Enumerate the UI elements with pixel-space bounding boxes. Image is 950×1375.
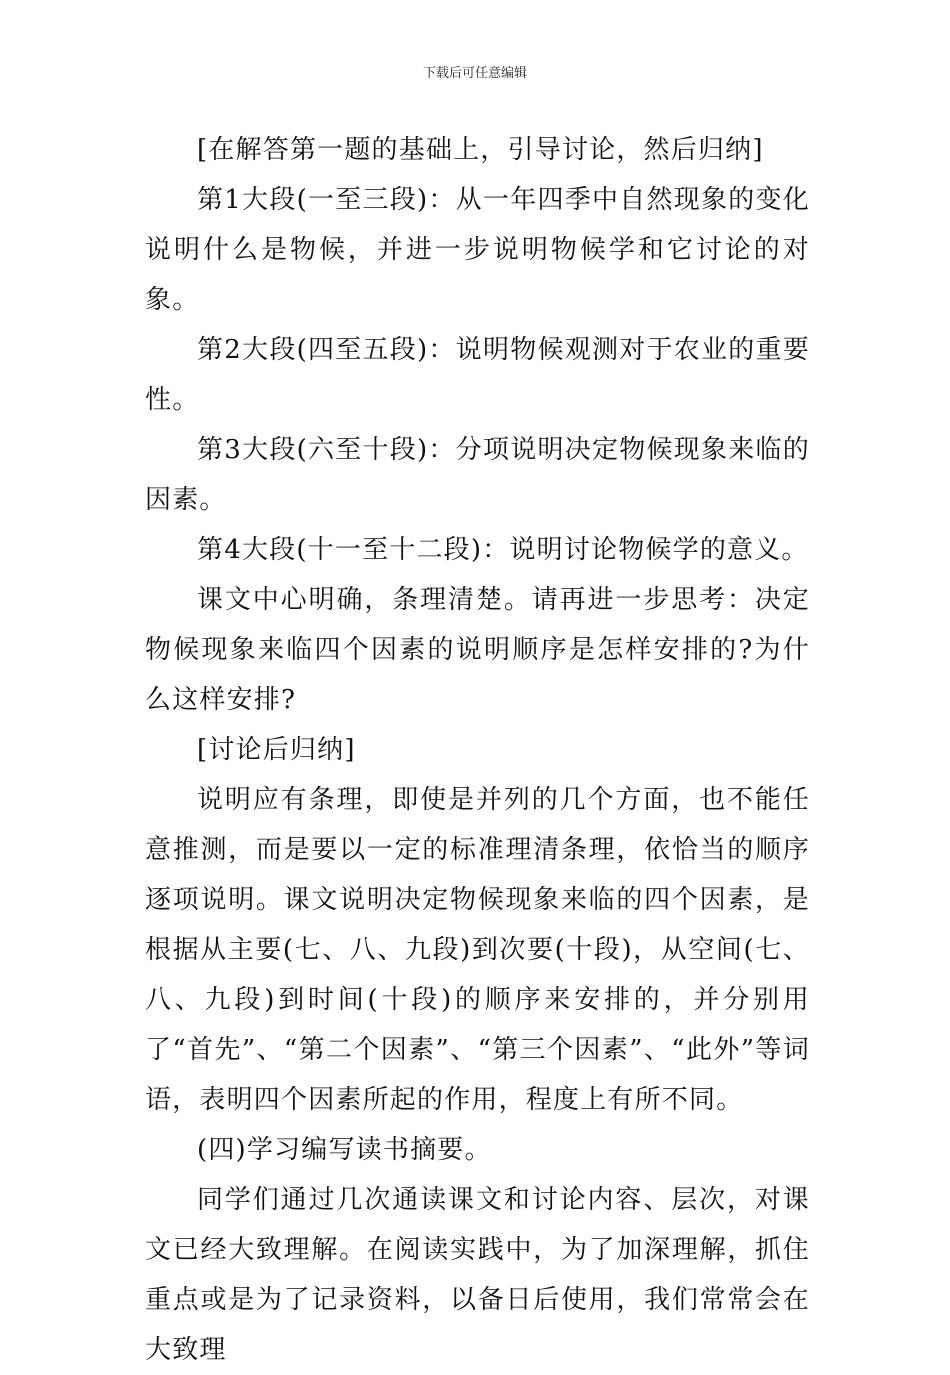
- paragraph-section-2: 第2大段(四至五段)：说明物候观测对于农业的重要性。: [145, 335, 810, 415]
- paragraph-summary: 说明应有条理，即使是并列的几个方面，也不能任意推测，而是要以一定的标准理清条理，依恰当的顺序逐项说明。课文说明决定物候现象来临的四个因素，是根据从主要(七、八、九段)到次要(十段)，从空间(七、八、九段)到时间(十段)的顺序来安排的，并分别用了“首先”、“第二个因素”、“第三个因素”、“此外”等词语，表明四个因素所起的作用，程度上有所不同。: [145, 785, 810, 1115]
- paragraph-question: 课文中心明确，条理清楚。请再进一步思考：决定物候现象来临四个因素的说明顺序是怎样安排的?为什么这样安排?: [145, 585, 810, 715]
- paragraph-section-3: 第3大段(六至十段)：分项说明决定物候现象来临的因素。: [145, 435, 810, 515]
- paragraph-discussion-note: [讨论后归纳]: [197, 735, 356, 765]
- document-body: [145, 125, 810, 1375]
- paragraph-reading-summary: 同学们通过几次通读课文和讨论内容、层次，对课文已经大致理解。在阅读实践中，为了加深理解，抓住重点或是为了记录资料，以备日后使用，我们常常会在大致理: [145, 1185, 810, 1365]
- page-header-note: 下载后可任意编辑: [422, 66, 527, 81]
- paragraph-section-4: 第4大段(十一至十二段)：说明讨论物候学的意义。: [197, 535, 809, 565]
- paragraph-subheading: (四)学习编写读书摘要。: [197, 1135, 492, 1165]
- paragraph-section-1: 第1大段(一至三段)：从一年四季中自然现象的变化说明什么是物候，并进一步说明物候学和它讨论的对象。: [145, 185, 810, 315]
- paragraph-instruction: [在解答第一题的基础上，引导讨论，然后归纳]: [197, 135, 764, 165]
